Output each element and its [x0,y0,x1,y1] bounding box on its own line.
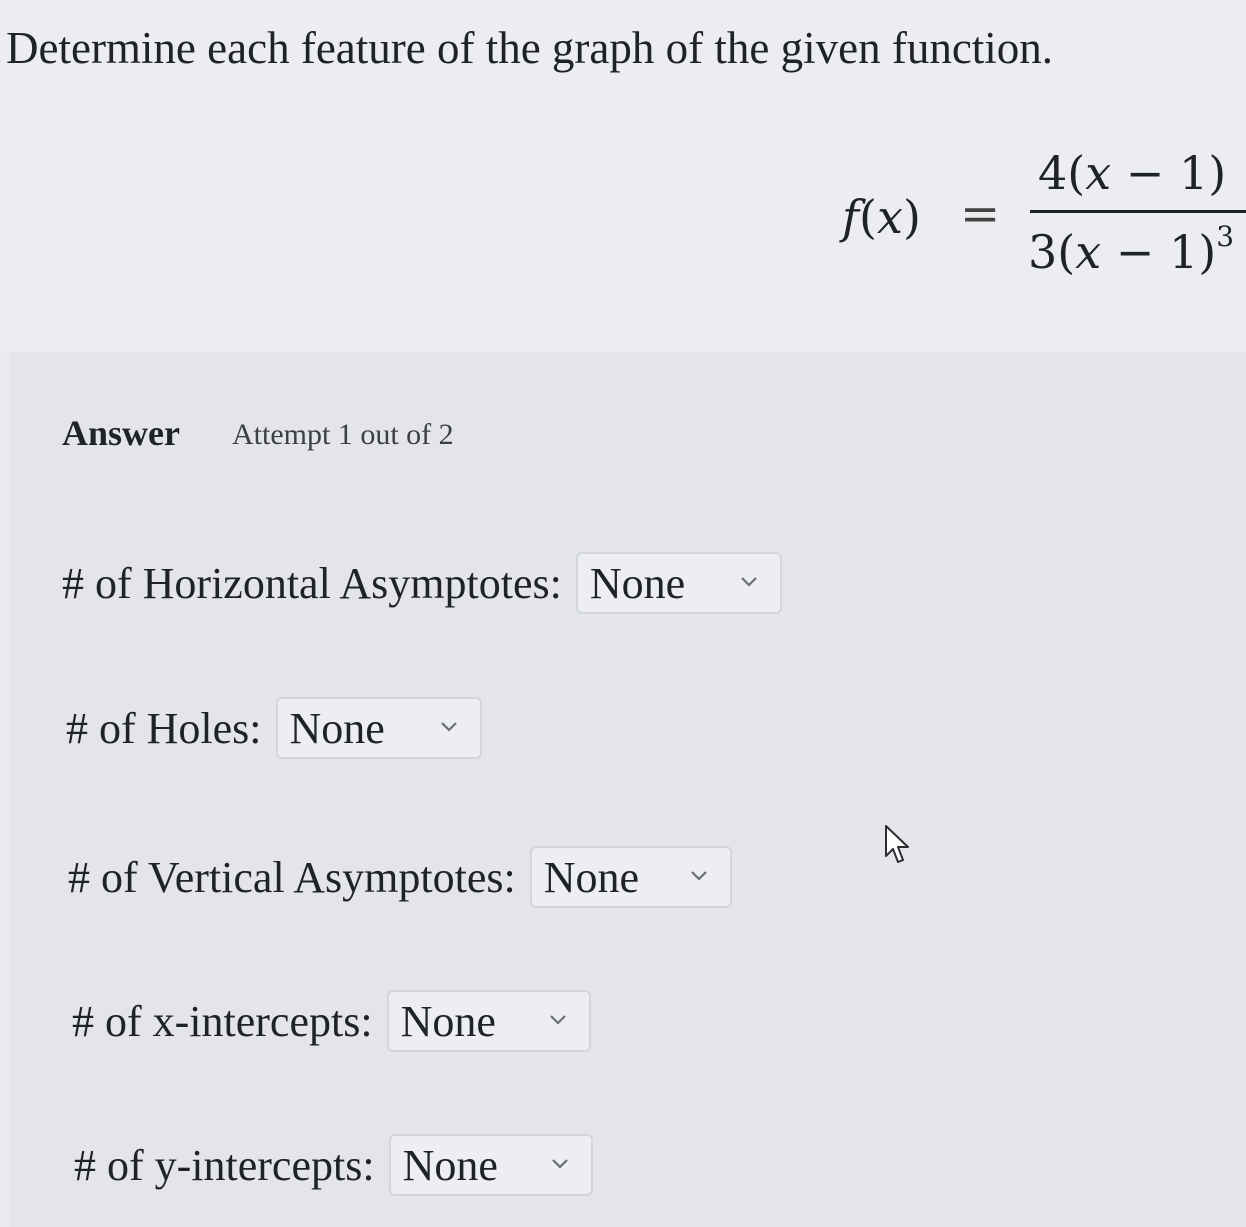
select-value: None [402,1140,498,1190]
holes-select[interactable] [276,697,482,759]
fraction-numerator: 4(x − 1) [1038,146,1227,200]
y-intercepts-label: # of y-intercepts: [74,1140,375,1190]
chevron-down-icon [551,1156,569,1170]
select-value: None [543,852,640,902]
answer-area [10,352,1246,1227]
y-intercepts-select[interactable] [389,1134,593,1196]
x-intercepts-row [72,990,591,1052]
chevron-down-icon [740,574,758,588]
vertical-asymptotes-label: # of Vertical Asymptotes: [68,852,516,902]
vertical-asymptotes-select[interactable] [530,846,732,908]
fraction-bar [1030,210,1246,213]
function-formula [842,142,1246,292]
vertical-asymptotes-row [68,846,732,908]
function-lhs: f(x) [842,190,921,244]
holes-label: # of Holes: [66,703,262,753]
holes-row [66,697,482,759]
fraction-denominator: $3(x - 1)^3$ [1028,220,1235,279]
horizontal-asymptotes-label: # of Horizontal Asymptotes: [62,558,562,608]
select-value: None [400,996,496,1046]
attempt-counter: Attempt 1 out of 2 [232,418,454,451]
y-intercepts-row [74,1134,593,1196]
select-value: None [589,558,686,608]
chevron-down-icon [549,1012,567,1026]
horizontal-asymptotes-row [62,552,782,614]
horizontal-asymptotes-select[interactable] [576,552,782,614]
select-value: None [289,703,385,753]
question-prompt: Determine each feature of the graph of the given function. [6,23,1054,73]
mouse-pointer-icon [884,824,914,866]
equals-sign: = [960,186,1001,242]
x-intercepts-label: # of x-intercepts: [72,996,373,1046]
answer-heading: Answer [62,413,180,453]
chevron-down-icon [690,868,708,882]
question-area [0,0,1246,352]
chevron-down-icon [440,719,458,733]
x-intercepts-select[interactable] [387,990,591,1052]
